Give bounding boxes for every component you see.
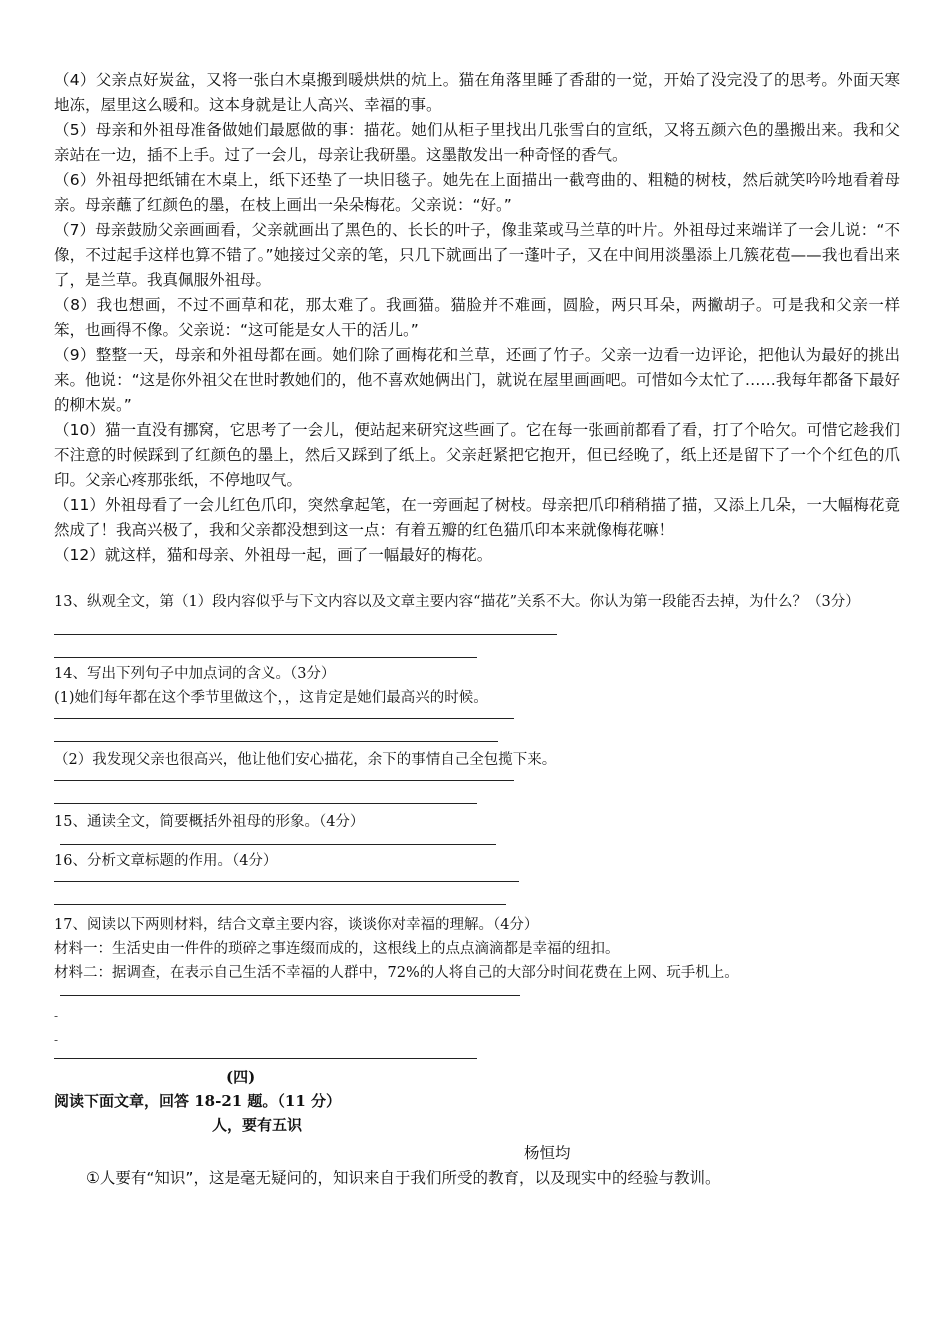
- question-14-2: （2）我发现父亲也很高兴，他让他们安心描花，余下的事情自己全包揽下来。: [54, 752, 557, 768]
- question-15: 15、通读全文，简要概括外祖母的形象。（4分）: [54, 814, 365, 830]
- question-13: 13、纵观全文，第（1）段内容似乎与下文内容以及文章主要内容“描花”关系不大。你认为第一段能否去掉，为什么？（3分）: [54, 594, 860, 610]
- section-number: (四): [226, 1068, 256, 1086]
- paragraph-10: （10）猫一直没有挪窝，它思考了一会儿，便站起来研究这些画了。它在每一张画前都看了看，打了个哈欠。可惜它趁我们不注意的时候踩到了红颜色的墨上，然后又踩到了纸上。父亲赶紧把它抱开，但已经晚了，纸上还是留下了一个个红色的爪印。父亲心疼那张纸，不停地叹气。: [54, 421, 900, 489]
- paragraph-6: （6）外祖母把纸铺在木桌上，纸下还垫了一块旧毯子。她先在上面描出一截弯曲的、粗糙的树枝，然后就笑吟吟地看着母亲。母亲蘸了红颜色的墨，在枝上画出一朵朵梅花。父亲说：“好。”: [54, 171, 900, 214]
- question-17: 17、阅读以下两则材料，结合文章主要内容，谈谈你对幸福的理解。（4分）: [54, 917, 539, 933]
- paragraph-4: （4）父亲点好炭盆，又将一张白木桌搬到暖烘烘的炕上。猫在角落里睡了香甜的一觉，开始了没完没了的思考。外面天寒地冻，屋里这么暖和。这本身就是让人高兴、幸福的事。: [54, 71, 900, 114]
- dash-mark-1: -: [54, 1009, 59, 1023]
- article-paragraph-1: ①人要有“知识”，这是毫无疑问的，知识来自于我们所受的教育，以及现实中的经验与教训。: [86, 1169, 721, 1187]
- material-2: 材料二：据调查，在表示自己生活不幸福的人群中，72%的人将自己的大部分时间花费在上网、玩手机上。: [54, 965, 739, 981]
- story-paragraphs: [54, 68, 900, 568]
- question-14-1: (1)她们每年都在这个季节里做这个，，这肯定是她们最高兴的时候。: [54, 690, 488, 706]
- paragraph-7: （7）母亲鼓励父亲画画看，父亲就画出了黑色的、长长的叶子，像韭菜或马兰草的叶片。外祖母过来端详了一会儿说：“不像，不过起手这样也算不错了。”她接过父亲的笔，只几下就画出了一蓬叶子，又在中间用淡墨添上几簇花苞——我也看出来了，是兰草。我真佩服外祖母。: [54, 221, 900, 289]
- dash-mark-2: -: [54, 1033, 59, 1047]
- material-1: 材料一：生活史由一件件的琐碎之事连缀而成的，这根线上的点点滴滴都是幸福的纽扣。: [54, 941, 620, 957]
- question-16: 16、分析文章标题的作用。（4分）: [54, 853, 278, 869]
- question-14: 14、写出下列句子中加点词的含义。（3分）: [54, 666, 336, 682]
- page: [54, 68, 900, 1191]
- section-instruction: 阅读下面文章，回答 18-21 题。（11 分）: [54, 1092, 342, 1110]
- paragraph-5: （5）母亲和外祖母准备做她们最愿做的事：描花。她们从柜子里找出几张雪白的宣纸，又将五颜六色的墨搬出来。我和父亲站在一边，插不上手。过了一会儿，母亲让我研墨。这墨散发出一种奇怪的香气。: [54, 121, 900, 164]
- paragraph-11: （11）外祖母看了一会儿红色爪印，突然拿起笔，在一旁画起了树枝。母亲把爪印稍稍描了描，又添上几朵，一大幅梅花竟然成了！我高兴极了，我和父亲都没想到这一点：有着五瓣的红色猫爪印本来就像梅花嘛！: [54, 496, 900, 539]
- article-author: 杨恒均: [524, 1144, 571, 1162]
- article-title: 人，要有五识: [212, 1116, 303, 1134]
- paragraph-12: （12）就这样，猫和母亲、外祖母一起，画了一幅最好的梅花。: [54, 546, 493, 564]
- paragraph-8: （8）我也想画，不过不画草和花，那太难了。我画猫。猫脸并不难画，圆脸，两只耳朵，两撇胡子。可是我和父亲一样笨，也画得不像。父亲说：“这可能是女人干的活儿。”: [54, 296, 900, 339]
- paragraph-9: （9）整整一天，母亲和外祖母都在画。她们除了画梅花和兰草，还画了竹子。父亲一边看一边评论，把他认为最好的挑出来。他说：“这是你外祖父在世时教她们的，他不喜欢她俩出门，就说在屋里画画吧。可惜如今太忙了……我每年都备下最好的柳木炭。”: [54, 346, 900, 414]
